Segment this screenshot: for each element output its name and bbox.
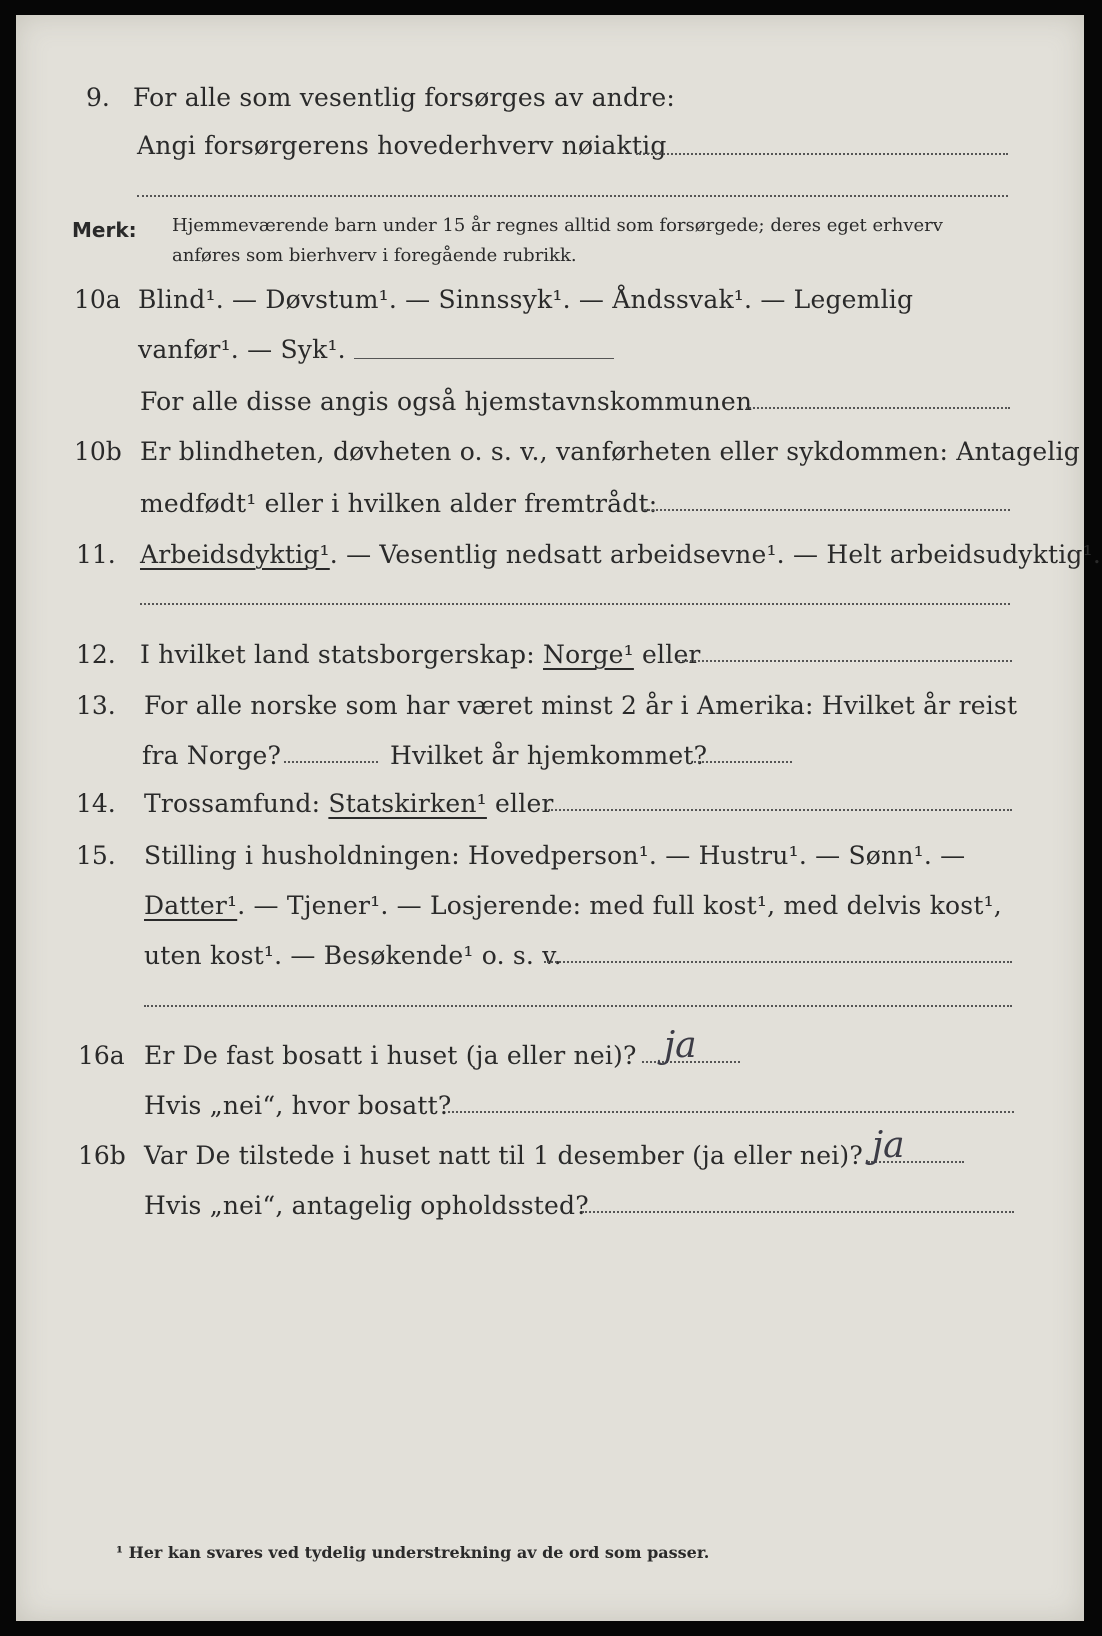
q16b-number: 16b — [78, 1141, 126, 1170]
q13-number: 13. — [76, 691, 116, 720]
q12-pre: I hvilket land statsborgerskap: — [140, 640, 543, 669]
q13-line2b: Hvilket år hjemkommet? — [390, 741, 708, 770]
q14-post: eller — [486, 789, 554, 818]
q15-answer-line[interactable] — [544, 961, 1012, 963]
q15-number: 15. — [76, 841, 116, 870]
merk-label: Merk: — [72, 218, 137, 242]
q14-pre: Trossamfund: — [144, 789, 329, 818]
q9-line1: For alle som vesentlig forsørges av andre: — [133, 83, 675, 112]
q9-number: 9. — [86, 83, 110, 112]
q10a-answer-line[interactable] — [354, 358, 614, 359]
q9-answer-line[interactable] — [636, 153, 1008, 155]
q10a-line1: Blind¹. — Døvstum¹. — Sinnssyk¹. — Åndssvak¹. — Legemlig — [138, 285, 914, 314]
q10a-line3: For alle disse angis også hjemstavnskommunen — [140, 387, 753, 416]
q16a-bosatt-line[interactable] — [448, 1111, 1014, 1113]
q14-line — [144, 789, 554, 819]
q16a-number: 16a — [78, 1041, 125, 1070]
q11-answer-line[interactable] — [140, 603, 1010, 605]
q10a-line2: vanfør¹. — Syk¹. — [138, 335, 346, 364]
q15-option-datter[interactable]: Datter¹ — [144, 891, 238, 920]
q16b-handwritten-answer: ja — [872, 1125, 905, 1166]
q12-line — [140, 640, 701, 670]
q15-line2 — [144, 891, 1002, 921]
q16b-opholdssted-line[interactable] — [582, 1211, 1014, 1213]
q10b-number: 10b — [74, 437, 122, 466]
footnote: ¹ Her kan svares ved tydelig understrekning av de ord som passer. — [116, 1543, 710, 1562]
merk-line2: anføres som bierhverv i foregående rubrikk. — [172, 245, 577, 266]
q15-line1: Stilling i husholdningen: Hovedperson¹. — Hustru¹. — Sønn¹. — — [144, 841, 966, 870]
q16a-handwritten-answer: ja — [664, 1025, 697, 1066]
q13-reist-line[interactable] — [284, 761, 378, 763]
q10b-line2: medfødt¹ eller i hvilken alder fremtrådt: — [140, 489, 658, 518]
q14-option-statskirken[interactable]: Statskirken¹ — [328, 789, 487, 818]
q9-line2: Angi forsørgerens hovederhverv nøiaktig — [137, 131, 667, 160]
q9-answer-line-2[interactable] — [137, 195, 1008, 197]
q11-number: 11. — [76, 540, 116, 569]
q10a-hjemstavn-line[interactable] — [746, 407, 1010, 409]
q13-line2a: fra Norge? — [142, 741, 282, 770]
q11-line — [140, 540, 1101, 570]
q12-post: eller — [633, 640, 701, 669]
q12-number: 12. — [76, 640, 116, 669]
census-form-page — [16, 15, 1101, 1621]
q10b-line1: Er blindheten, døvheten o. s. v., vanførheten eller sykdommen: Antagelig — [140, 437, 1080, 466]
q14-number: 14. — [76, 789, 116, 818]
q10a-number: 10a — [74, 285, 121, 314]
q11-rest: . — Vesentlig nedsatt arbeidsevne¹. — Helt arbeidsudyktig¹. — [329, 540, 1101, 569]
q16a-line2: Hvis „nei“, hvor bosatt? — [144, 1091, 452, 1120]
q15-line2-rest: . — Tjener¹. — Losjerende: med full kost¹, med delvis kost¹, — [237, 891, 1002, 920]
q13-line1: For alle norske som har været minst 2 år i Amerika: Hvilket år reist — [144, 691, 1018, 720]
q12-option-norge[interactable]: Norge¹ — [543, 640, 634, 669]
q14-answer-line[interactable] — [548, 809, 1012, 811]
q12-answer-line[interactable] — [678, 660, 1012, 662]
merk-line1: Hjemmeværende barn under 15 år regnes alltid som forsørgede; deres eget erhverv — [172, 215, 943, 236]
q10b-answer-line[interactable] — [644, 509, 1010, 511]
q15-line3: uten kost¹. — Besøkende¹ o. s. v. — [144, 941, 562, 970]
q16b-line2: Hvis „nei“, antagelig opholdssted? — [144, 1191, 589, 1220]
q11-option-arbeidsdyktig[interactable]: Arbeidsdyktig¹ — [140, 540, 330, 569]
q16b-line1: Var De tilstede i huset natt til 1 desember (ja eller nei)? — [144, 1141, 863, 1170]
q13-hjemkommet-line[interactable] — [694, 761, 792, 763]
q16a-line1: Er De fast bosatt i huset (ja eller nei)? — [144, 1041, 637, 1070]
q15-answer-line-2[interactable] — [144, 1005, 1012, 1007]
